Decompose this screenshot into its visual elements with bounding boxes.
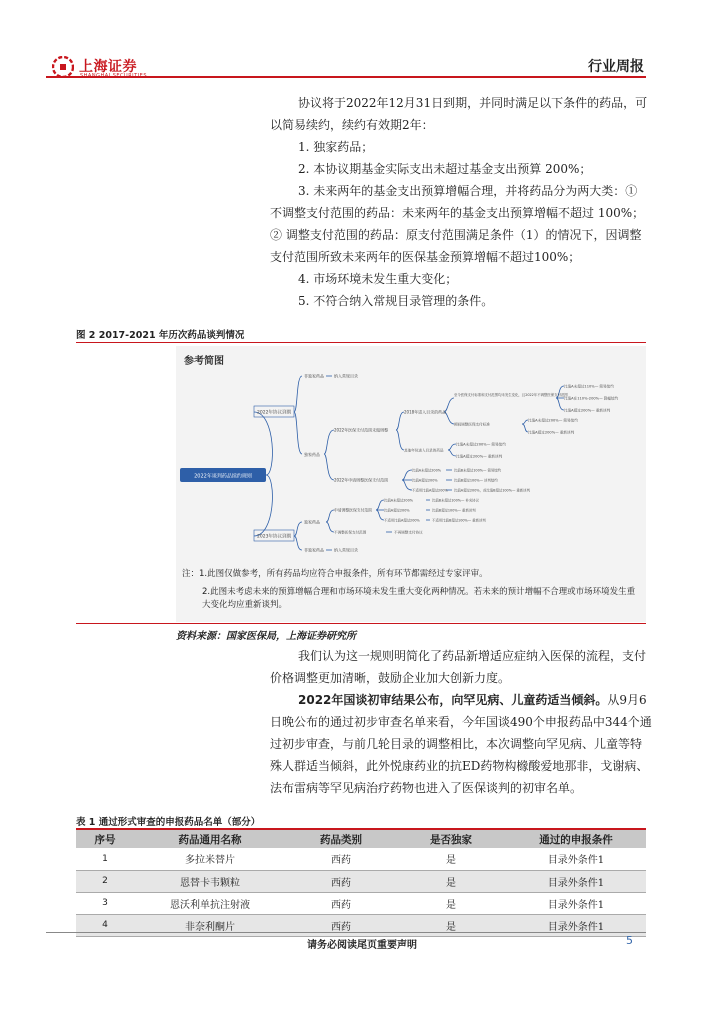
table-cell: 目录外条件1 (506, 892, 646, 914)
mindmap-link (294, 522, 302, 536)
footer-disclaimer: 请务必阅读尾页重要声明 (307, 940, 417, 951)
mindmap-node-label: 纳入常规目录 (334, 373, 358, 379)
mindmap-node-label: 申请调整医保支付范围 (334, 507, 372, 513)
mindmap-leaf-label: 不再调整支付协议 (394, 530, 423, 535)
table-cell: 是 (396, 870, 506, 892)
page-number: 5 (626, 934, 633, 947)
table-cell: 3 (76, 892, 134, 914)
footer-divider (46, 932, 646, 933)
conditions-list (270, 136, 652, 312)
logo-text: 上海证券 (79, 59, 137, 75)
mindmap-leaf-label: 比值A超过200%，或比值B超过100%— 重新谈判 (454, 488, 530, 493)
condition-item: 4. 市场环境未发生重大变化； (298, 272, 458, 286)
mindmap-link (448, 450, 456, 456)
figure-note-2: 2.此图未考虑未来的预算增幅合理和市场环境未发生重大变化两种情况。若未来的预计增幅不合理或市场环境发生重大变化均应重新谈判。 (202, 587, 636, 610)
mindmap-leaf-label: 不适用比值B超过100%— 重新谈判 (432, 518, 486, 523)
mindmap-link (376, 510, 384, 520)
mindmap-leaf-label: 不适用比值A超过200% (412, 488, 448, 493)
table-cell: 西药 (286, 892, 396, 914)
mindmap-link (294, 412, 302, 454)
column-header: 通过的申报条件 (506, 830, 646, 848)
mindmap-leaf-label: 比值A未超过110%— 简易续约 (564, 384, 614, 389)
mindmap-link (396, 412, 404, 430)
mindmap-link (324, 454, 334, 480)
table-cell: 是 (396, 914, 506, 936)
mindmap-node-label: 独家药品 (304, 519, 320, 525)
mindmap-node-label: 独家药品 (304, 452, 320, 457)
mindmap-leaf-label: 比值A在110%-200%— 降幅续约 (564, 396, 619, 401)
shanghai-securities-logo-icon (52, 56, 74, 78)
table-header-row (76, 830, 646, 848)
mindmap-node-label: 其他年份进入目录的药品 (404, 448, 444, 453)
mindmap-node-label: 至今医保支付标准和支付范围均未发生变化，且2022年不调整医保支付范围 (454, 393, 568, 397)
mindmap-link (294, 536, 302, 550)
table-row (76, 870, 646, 892)
table-cell: 恩替卡韦颗粒 (134, 870, 286, 892)
source-divider (76, 623, 646, 624)
column-header: 药品通用名称 (134, 830, 286, 848)
mindmap-svg (176, 346, 646, 568)
condition-item: 5. 不符合纳入常规目录管理的条件。 (298, 294, 494, 308)
mindmap-leaf-label: 比值B未超过100%— 简易续约 (454, 468, 502, 473)
table-cell: 目录外条件1 (506, 914, 646, 936)
mindmap-node-label: 2022年医保支付范围未做调整 (334, 427, 389, 433)
mindmap-link (376, 500, 384, 510)
table-cell: 西药 (286, 914, 396, 936)
mindmap-link (396, 430, 404, 450)
mindmap-link (254, 412, 272, 475)
table-cell: 恩沃利单抗注射液 (134, 892, 286, 914)
mindmap-leaf-label: 比值B超过100%— 重新谈判 (432, 508, 476, 513)
mindmap-link (326, 510, 334, 522)
mindmap-leaf-label: 比值A超过200% (384, 508, 410, 513)
column-header: 序号 (76, 830, 134, 848)
mindmap-node-label: 2022年协议到期 (257, 410, 291, 416)
table-row (76, 848, 646, 870)
mindmap-node-label: 非独家药品 (304, 373, 324, 379)
drug-table (76, 830, 646, 937)
table-cell: 4 (76, 914, 134, 936)
mindmap-link (294, 376, 302, 412)
analysis-paragraph: 我们认为这一规则明简化了药品新增适应症纳入医保的流程，支付价格调整更加清晰，鼓励企业加大创新力度。 (270, 649, 647, 685)
mindmap-link (326, 522, 334, 532)
mindmap-node-label: 不调整医保支付范围 (334, 530, 367, 535)
mindmap-root-label: 2022年谈判药品续约规则 (194, 473, 252, 480)
mindmap-leaf-label: 不适用比值A超过200% (384, 518, 420, 523)
table-row (76, 892, 646, 914)
table-cell: 西药 (286, 870, 396, 892)
column-header: 药品类别 (286, 830, 396, 848)
condition-item: 1. 独家药品； (298, 140, 374, 154)
figure-caption-divider (76, 342, 646, 343)
mindmap-link (556, 398, 564, 410)
table-cell: 1 (76, 848, 134, 870)
mindmap-node-label: 2023年协议到期 (257, 534, 291, 540)
results-paragraph (270, 689, 652, 799)
mindmap-leaf-label: 比值A超过200%— 重新谈判 (528, 430, 575, 435)
mindmap-leaf-label: 比值A未超过200% (384, 498, 413, 503)
mindmap-leaf-label: 比值A未超过200%— 简易续约 (456, 442, 506, 447)
header-divider (46, 76, 646, 78)
mindmap-leaf-label: 比值B未超过100%— 补充协议 (432, 498, 480, 503)
mindmap-node-label: 2018年进入目录的药品 (404, 409, 447, 415)
mindmap-node-label: 2022年申请调整医保支付范围 (334, 477, 389, 483)
mindmap-leaf-label: 纳入常规目录 (334, 547, 358, 553)
figure-inner-title: 参考简图 (184, 356, 224, 367)
column-header: 是否独家 (396, 830, 506, 848)
figure-note-1: 注：1.此图仅做参考，所有药品均应符合申报条件，所有环节都需经过专家评审。 (182, 569, 488, 579)
mindmap-leaf-label: 比值A超过200%— 重新谈判 (456, 454, 503, 459)
condition-item: 3. 未来两年的基金支出预算增幅合理，并将药品分为两大类：① 不调整支付范围的药品：未来两年的基金支出预算增幅不超过 100%；② 调整支付范围的药品：原支付范围满足条件（1）的情况下，因调整支付范围所致未来两年的医保基金预算增幅不超过100%； (270, 184, 645, 264)
intro-paragraph: 协议将于2022年12月31日到期，并同时满足以下条件的药品，可以简易续约，续约有效期2年： (270, 96, 648, 132)
mindmap-link (448, 444, 456, 450)
results-paragraph-lead: 2022年国谈初审结果公布，向罕见病、儿童药适当倾斜。 (298, 693, 608, 707)
mindmap-leaf-label: 比值B超过100%— 谈判续约 (454, 478, 498, 483)
table-caption: 表 1 通过形式审查的申报药品名单（部分） (76, 817, 261, 828)
mindmap-link (324, 430, 334, 454)
mindmap-link (254, 475, 272, 536)
mindmap-leaf-label: 比值A超过200%— 重新谈判 (564, 408, 611, 413)
figure-mindmap (176, 346, 646, 622)
figure-caption: 图 2 2017-2021 年历次药品谈判情况 (76, 330, 245, 341)
table-cell: 是 (396, 892, 506, 914)
table-cell: 目录外条件1 (506, 870, 646, 892)
mindmap-leaf-label: 比值A未超过200%— 简易续约 (528, 418, 578, 423)
table-cell: 非奈利酮片 (134, 914, 286, 936)
mindmap-link (402, 480, 412, 490)
report-type-title: 行业周报 (588, 59, 644, 75)
results-paragraph-body: 从9月6日晚公布的通过初步审查名单来看，今年国谈490个申报药品中344个通过初步审查，与前几轮目录的调整相比，本次调整向罕见病、儿童等特殊人群适当倾斜，此外悦康药业的抗ED药物构橼酸爱地那非，戈谢病、法布雷病等罕见病治疗药物也进入了医保谈判的初审名单。 (270, 693, 652, 795)
table-cell: 多拉米替片 (134, 848, 286, 870)
mindmap-node-label: 期间调整医保支付标准 (454, 422, 490, 427)
table-cell: 西药 (286, 848, 396, 870)
table-cell: 目录外条件1 (506, 848, 646, 870)
table-cell: 2 (76, 870, 134, 892)
table-cell: 是 (396, 848, 506, 870)
mindmap-link (402, 470, 412, 480)
source-note: 资料来源：国家医保局，上海证券研究所 (176, 631, 356, 642)
mindmap-leaf-label: 比值A超过200% (412, 478, 438, 483)
mindmap-leaf-label: 比值A未超过200% (412, 468, 441, 473)
condition-item: 2. 本协议期基金实际支出未超过基金支出预算 200%； (298, 162, 592, 176)
mindmap-node-label: 非独家药品 (304, 547, 324, 553)
